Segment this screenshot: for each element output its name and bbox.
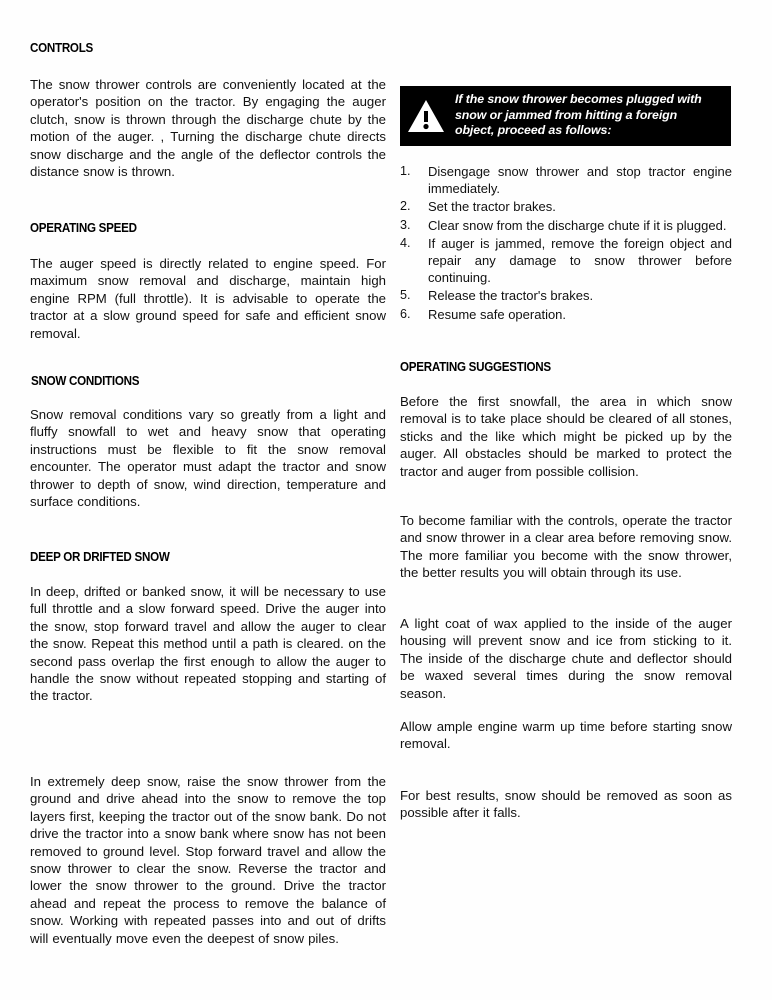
paragraph-controls-body <box>30 76 386 180</box>
heading-operating-speed: OPERATING SPEED <box>30 221 137 235</box>
list-item-number: 1. <box>400 164 411 178</box>
list-item <box>400 306 732 323</box>
paragraph-suggestions-2 <box>400 512 732 582</box>
list-item-number: 6. <box>400 306 411 321</box>
section-operating-suggestions <box>400 361 732 375</box>
paragraph-suggestions-4 <box>400 718 732 753</box>
list-item-text: Set the tractor brakes. <box>428 199 556 215</box>
list-item-number: 5. <box>400 288 411 303</box>
section-operating-speed <box>30 222 386 236</box>
paragraph-suggestions-1 <box>400 393 732 480</box>
list-item-number: 2. <box>400 199 411 214</box>
body-text: The auger speed is directly related to engine speed. For maximum snow removal and discharge, maintain high engine RPM (full throttle). It is advisable to operate the tractor at a slow ground speed for safe and efficient snow removal. <box>30 256 386 341</box>
heading-deep-or-drifted-snow: DEEP OR DRIFTED SNOW <box>30 550 170 564</box>
body-text: In deep, drifted or banked snow, it will be necessary to use full throttle and a slow forward speed. Drive the auger into the snow, stop forward travel and allow the auger to clear the snow. Repeat this method until a path is cleared. on the second pass overlap the first enough to allow the auger to handle the snow without repeated stopping and starting of the tractor. <box>30 584 386 704</box>
warning-banner <box>400 86 731 146</box>
body-text: Allow ample engine warm up time before starting snow removal. <box>400 719 732 752</box>
list-item-text: Clear snow from the discharge chute if it is plugged. <box>428 217 727 233</box>
paragraph-deep-snow-1 <box>30 583 386 705</box>
body-text: A light coat of wax applied to the inside of the auger housing will prevent snow and ice from sticking to it. The inside of the discharge chute and deflector should be waxed several times during the snow removal season. <box>400 616 732 701</box>
body-text: Snow removal conditions vary so greatly from a light and fluffy snowfall to wet and heavy snow that operating instructions must be flexible to fit the snow removal encounter. The operator must adapt the tractor and snow thrower to depth of snow, wind direction, temperature and surface conditions. <box>30 407 386 510</box>
body-text: To become familiar with the controls, operate the tractor and snow thrower in a clear area before removing snow. The more familiar you become with the snow thrower, the better results you will obtain through its use. <box>400 513 732 581</box>
list-item-text: Release the tractor's brakes. <box>428 288 594 304</box>
list-item-number: 4. <box>400 235 411 250</box>
list-item <box>400 235 732 287</box>
list-item <box>400 217 732 234</box>
warning-triangle-icon <box>406 97 446 135</box>
list-item-number: 3. <box>400 217 411 232</box>
list-item <box>400 198 732 215</box>
warning-line-2: snow or jammed from hitting a foreign <box>455 107 678 122</box>
paragraph-operating-speed-body <box>30 255 386 342</box>
heading-controls: CONTROLS <box>30 41 94 55</box>
list-item-text: Disengage snow thrower and stop tractor engine immediately. <box>428 164 732 197</box>
body-text: Before the first snowfall, the area in which snow removal is to take place should be cleared of all stones, sticks and the like which might be picked up by the auger. All obstacles should be marked to protect the tractor and auger from possible collision. <box>400 394 732 479</box>
body-text: The snow thrower controls are conveniently located at the operator's position on the tractor. By engaging the auger clutch, snow is thrown through the discharge chute by the motion of the auger. , Turning the discharge chute directs snow discharge and the angle of the deflector controls the distance snow is thrown. <box>30 77 386 180</box>
procedure-list <box>400 163 732 324</box>
paragraph-suggestions-5 <box>400 787 732 822</box>
paragraph-snow-conditions-body <box>30 406 386 510</box>
section-deep-or-drifted-snow <box>30 551 386 565</box>
paragraph-suggestions-3 <box>400 615 732 702</box>
list-item-text: If auger is jammed, remove the foreign object and repair any damage to snow thrower before continuing. <box>428 235 732 286</box>
list-item-text: Resume safe operation. <box>428 306 567 322</box>
warning-line-1: If the snow thrower becomes plugged with <box>455 92 702 107</box>
heading-operating-suggestions: OPERATING SUGGESTIONS <box>400 360 551 374</box>
warning-message <box>455 92 702 139</box>
list-item <box>400 163 732 197</box>
body-text: In extremely deep snow, raise the snow thrower from the ground and drive ahead into the snow to remove the top layers first, keeping the tractor out of the snow bank. Do not drive the tractor into a snow bank where snow has not been removed to ground level. Stop forward travel and allow the snow thrower to clear the snow. Reverse the tractor and lower the snow thrower to the ground. Drive the tractor ahead and repeat the process to remove the balance of snow. Working with repeated passes into and out of drifts will eventually move even the deepest of snow piles. <box>30 774 386 946</box>
warning-line-3: object, proceed as follows: <box>455 123 612 138</box>
section-controls <box>30 42 386 56</box>
list-item <box>400 287 732 304</box>
body-text: For best results, snow should be removed as soon as possible after it falls. <box>400 788 732 821</box>
paragraph-deep-snow-2 <box>30 773 386 947</box>
heading-snow-conditions: SNOW CONDITIONS <box>31 374 140 388</box>
section-snow-conditions <box>31 375 387 389</box>
